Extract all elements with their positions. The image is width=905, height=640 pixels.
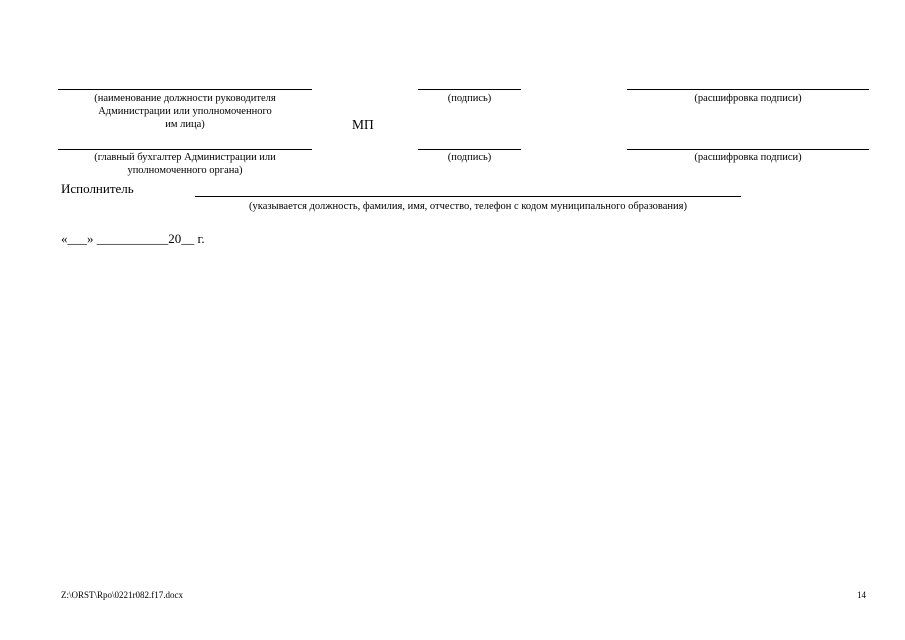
footer-file-path: Z:\ORST\Rpo\0221r082.f17.docx [61,590,183,600]
accountant-decoding-caption: (расшифровка подписи) [694,152,802,163]
executor-caption: (указывается должность, фамилия, имя, отчество, телефон с кодом муниципального образования) [249,201,687,212]
head-decoding-caption: (расшифровка подписи) [694,93,802,104]
stamp-label: МП [352,117,374,132]
accountant-position-caption: (главный бухгалтер Администрации или уполномоченного органа) [94,152,276,176]
head-signature-line [418,89,521,90]
head-position-line [58,89,312,90]
head-position-caption: (наименование должности руководителя Администрации или уполномоченного им лица) [94,93,276,130]
executor-label: Исполнитель [61,181,134,196]
head-signature-caption: (подпись) [447,93,492,104]
accountant-position-line [58,149,312,150]
accountant-signature-caption: (подпись) [447,152,492,163]
date-line: «___» ___________20__ г. [61,231,205,246]
footer-page-number: 14 [857,590,866,600]
head-decoding-line [627,89,869,90]
executor-line [195,196,741,197]
accountant-decoding-line [627,149,869,150]
accountant-signature-line [418,149,521,150]
